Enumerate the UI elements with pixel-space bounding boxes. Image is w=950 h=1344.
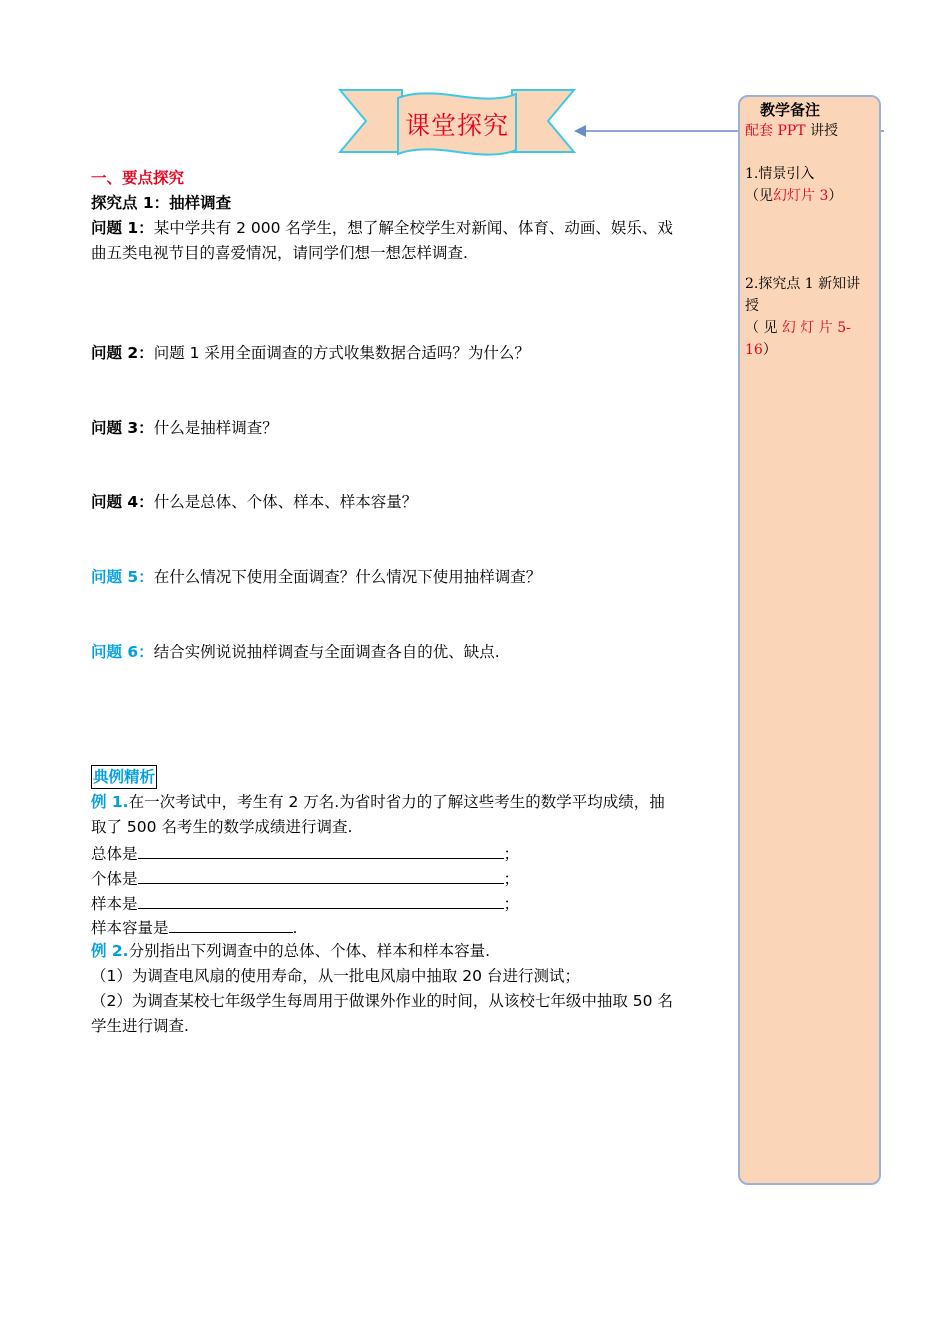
- fill-blank-sample: [91, 890, 731, 917]
- sidebar-subtitle: [745, 120, 838, 142]
- question-text: 什么是总体、个体、样本、样本容量？: [153, 493, 418, 511]
- answer-blank[interactable]: [169, 914, 293, 933]
- section-heading: 一、要点探究: [91, 169, 185, 187]
- answer-blank[interactable]: [138, 840, 504, 859]
- item-text-cont: 学生进行调查.: [91, 1017, 189, 1035]
- question-label: 问题 2：: [91, 344, 154, 362]
- fill-blank-individual: [91, 865, 731, 892]
- question-2: [91, 341, 731, 366]
- question-5: [91, 565, 731, 590]
- question-text: 什么是抽样调查？: [153, 419, 278, 437]
- note-2-slides-cont: [745, 339, 777, 361]
- punct: .: [292, 919, 298, 937]
- question-label: 问题 1：: [91, 219, 154, 237]
- punct: ；: [503, 870, 520, 888]
- answer-blank[interactable]: [138, 890, 504, 909]
- note-2-title-cont: 授: [745, 298, 759, 314]
- fill-label: 个体是: [91, 870, 138, 888]
- punct: ；: [503, 845, 520, 863]
- example-text: 分别指出下列调查中的总体、个体、样本和样本容量.: [128, 942, 491, 960]
- paren: （ 见: [745, 320, 782, 336]
- fill-label: 样本容量是: [91, 919, 169, 937]
- question-label: 问题 5：: [91, 568, 154, 586]
- example-label: 例 2.: [91, 942, 129, 960]
- example-2-item-2: [91, 989, 731, 1039]
- banner-title: 课堂探究: [404, 111, 509, 140]
- answer-blank[interactable]: [138, 865, 504, 884]
- question-6: [91, 640, 731, 665]
- fill-label: 总体是: [91, 845, 138, 863]
- note-2-slides: [745, 317, 851, 339]
- example-2-item-1: （1）为调查电风扇的使用寿命，从一批电风扇中抽取 20 台进行测试；: [91, 967, 580, 985]
- question-text: 结合实例说说抽样调查与全面调查各自的优、缺点.: [153, 643, 500, 661]
- question-text: 某中学共有 2 000 名学生，想了解全校学生对新闻、体育、动画、娱乐、戏: [153, 219, 673, 237]
- question-text: 问题 1 采用全面调查的方式收集数据合适吗？为什么？: [153, 344, 530, 362]
- sidebar-title: 教学备注: [760, 101, 821, 119]
- note-1-title: 1.情景引入: [745, 166, 815, 182]
- question-3: [91, 416, 731, 441]
- question-4: [91, 490, 731, 515]
- paren: ）: [828, 188, 843, 204]
- ppt-label: 配套 PPT: [745, 123, 806, 139]
- example-text: 在一次考试中，考生有 2 万名.为省时省力的了解这些考生的数学平均成绩，抽: [128, 793, 665, 811]
- fill-blank-population: [91, 840, 731, 867]
- fill-blank-sample-size: [91, 914, 731, 941]
- fill-label: 样本是: [91, 895, 138, 913]
- question-label: 问题 6：: [91, 643, 154, 661]
- note-1-slides: [745, 185, 842, 207]
- question-text-cont: 曲五类电视节目的喜爱情况，请同学们想一想怎样调查.: [91, 244, 468, 262]
- ppt-suffix: 讲授: [805, 123, 839, 139]
- paren: （见: [745, 188, 773, 204]
- example-1: [91, 790, 731, 840]
- question-label: 问题 4：: [91, 493, 154, 511]
- punct: ；: [503, 895, 520, 913]
- point-label: 探究点 1：抽样调查: [91, 194, 232, 212]
- slide-ref: 幻灯片 3: [773, 188, 829, 204]
- question-label: 问题 3：: [91, 419, 154, 437]
- examples-heading: 典例精析: [91, 765, 157, 789]
- example-2: [91, 939, 731, 964]
- question-1: [91, 216, 731, 266]
- paren: ）: [762, 342, 777, 358]
- question-text: 在什么情况下使用全面调查？什么情况下使用抽样调查？: [153, 568, 542, 586]
- slide-ref: 16: [745, 342, 763, 358]
- example-text-cont: 取了 500 名考生的数学成绩进行调查.: [91, 818, 353, 836]
- teaching-notes-panel: [738, 95, 881, 1185]
- item-text: （2）为调查某校七年级学生每周用于做课外作业的时间，从该校七年级中抽取 50 名: [91, 992, 673, 1010]
- slide-ref: 幻 灯 片 5-: [781, 320, 851, 336]
- note-2-title: 2.探究点 1 新知讲: [745, 276, 861, 292]
- example-label: 例 1.: [91, 793, 129, 811]
